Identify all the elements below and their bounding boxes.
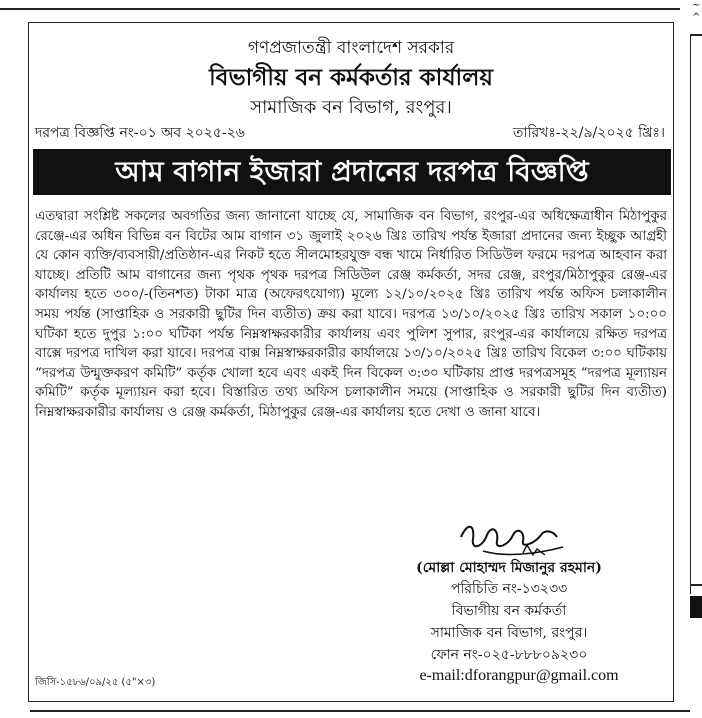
signatory-office: সামাজিক বন বিভাগ, রংপুর। xyxy=(430,625,588,641)
top-border xyxy=(0,0,680,10)
bottom-border xyxy=(30,710,690,712)
office-title: বিভাগীয় বন কর্মকর্তার কার্যালয় xyxy=(209,64,493,91)
signatory-email: e-mail:dforangpur@gmail.com xyxy=(419,667,619,684)
signatory-phone: ফোন নং-০২৫-৮৮৮০৯২৩০ xyxy=(430,647,588,663)
signatory-designation: বিভাগীয় বন কর্মকর্তা xyxy=(451,603,567,619)
memo-number: দরপত্র বিজ্ঞপ্তি নং-০১ অব ২০২৫-২৬ xyxy=(35,125,245,141)
adjacent-column: ~ ^ xyxy=(688,0,702,718)
notice-body: এতদ্বারা সংশ্লিষ্ট সকলের অবগতির জন্য জানানো যাচ্ছে যে, সামাজিক বন বিভাগ, রংপুর-এর অধিক্ষেত্রাধীন মিঠাপুকুর রেঞ্জে-এর অধিন বিভিন্ন বন বিটের আম বাগান ৩১ জুলাই ২০২৬ খ্রিঃ তারিখ পর্যন্ত ইজারা প্রদানের জন্য ইচ্ছুক আগ্রহী যে কোন ব্যক্তি/ব্যবসায়ী/প্রতিষ্ঠান-এর নিকট হতে সীলমোহরযুক্ত বন্ধ খামে নির্ধারিত সিডিউল ফরমে দরপত্র আহবান করা যাচ্ছে। প্রতিটি আম বাগানের জন্য পৃথক পৃথক দরপত্র সিডিউল রেঞ্জ কর্মকর্তা, সদর রেঞ্জ, রংপুর/মিঠাপুকুর রেঞ্জ-এর কার্যালয় হতে ৩০০/-(তিনশত) টাকা মাত্র (অফেরৎযোগ্য) মূল্যে ১২/১০/২০২৫ খ্রিঃ তারিখ পর্যন্ত অফিস চলাকালীন সময় পর্যন্ত (সাপ্তাহিক ও সরকারী ছুটির দিন ব্যতীত) ক্রয় করা যাবে। দরপত্র ১৩/১০/২০২৫ খ্রিঃ তারিখ সকাল ১০:০০ ঘটিকা হতে দুপুর ১:০০ ঘটিকা পর্যন্ত নিম্নস্বাক্ষরকারীর কার্যালয় এবং পুলিশ সুপার, রংপুর-এর কার্যালয়ে রক্ষিত দরপত্র বাক্সে দরপত্র দাখিল করা যাবে। দরপত্র বাক্স নিম্নস্বাক্ষরকারীর কার্যালয়ে ১৩/১০/২০২৫ খ্রিঃ তারিখ বিকেল ৩:০০ ঘটিকায় “দরপত্র উন্মুক্তকরণ কমিটি” কর্তৃক খোলা হবে এবং একই দিন বিকেল ৩:৩০ ঘটিকায় প্রাপ্ত দরপত্রসমূহ “দরপত্র মূল্যায়ন কমিটি” কর্তৃক মূল্যায়ন করা হবে। বিস্তারিত তথ্য অফিস চলাকালীন সময়ে (সাপ্তাহিক ও সরকারী ছুটির দিন ব্যতীত) নিম্নস্বাক্ষরকারীর কার্যালয় ও রেঞ্জ কর্মকর্তা, মিঠাপুকুর রেঞ্জ-এর কার্যালয় হতে দেখা ও জানা যাবে। xyxy=(35,209,667,420)
signatory-id: পরিচিতি নং-১৩২৩৩ xyxy=(450,581,568,597)
notice-date: তারিখঃ-২২/৯/২০২৫ খ্রিঃ। xyxy=(512,125,665,141)
tender-notice xyxy=(28,22,674,702)
government-title: গণপ্রজাতন্ত্রী বাংলাদেশ সরকার xyxy=(247,38,455,58)
signatory-name: (মোল্লা মোহাম্মদ মিজানুর রহমান) xyxy=(416,560,602,576)
division-title: সামাজিক বন বিভাগ, রংপুর। xyxy=(250,97,452,118)
gd-reference: জিসি-১৫৮৬/০৯/২৫ (৫"×৩) xyxy=(35,677,156,688)
notice-banner: আম বাগান ইজারা প্রদানের দরপত্র বিজ্ঞপ্তি xyxy=(33,149,671,195)
